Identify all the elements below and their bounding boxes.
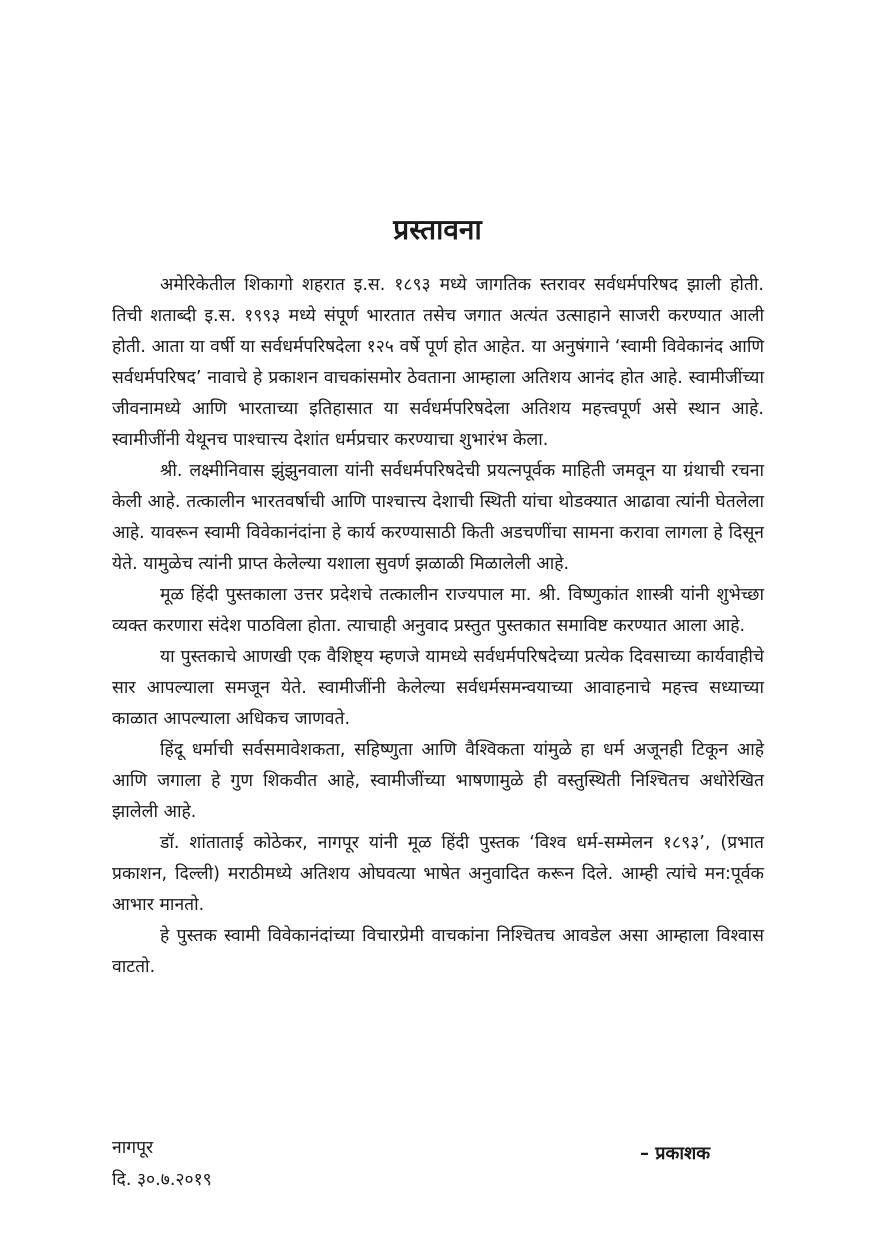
preface-body <box>112 270 764 983</box>
paragraph-6: डॉ. शांताताई कोठेकर, नागपूर यांनी मूळ हिंदी पुस्तक ‘विश्व धर्म-सम्मेलन १८९३’, (प्रभात प्रकाशन, दिल्ली) मराठीमध्ये अतिशय ओघवत्या भाषेत अनुवादित करून दिले. आम्ही त्यांचे मन:पूर्वक आभार मानतो. <box>112 833 764 915</box>
paragraph-4: या पुस्तकाचे आणखी एक वैशिष्ट्य म्हणजे यामध्ये सर्वधर्मपरिषदेच्या प्रत्येक दिवसाच्या कार्यवाहीचे सार आपल्याला समजून येते. स्वामीजींनी केलेल्या सर्वधर्मसमन्वयाच्या आवाहनाचे महत्त्व सध्याच्या काळात आपल्याला अधिकच जाणवते. <box>112 647 764 729</box>
paragraph-2: श्री. लक्ष्मीनिवास झुंझुनवाला यांनी सर्वधर्मपरिषदेची प्रयत्नपूर्वक माहिती जमवून या ग्रंथाची रचना केली आहे. तत्कालीन भारतवर्षाची आणि पाश्चात्त्य देशाची स्थिती यांचा थोडक्यात आढावा त्यांनी घेतलेला आहे. यावरून स्वामी विवेकानंदांना हे कार्य करण्यासाठी किती अडचणींचा सामना करावा लागला हे दिसून येते. यामुळेच त्यांनी प्राप्त केलेल्या यशाला सुवर्ण झळाळी मिळालेली आहे. <box>112 461 764 574</box>
date-text: दि. ३०.७.२०१९ <box>112 1170 212 1190</box>
page-title: प्रस्तावना <box>393 213 482 246</box>
paragraph-3: मूळ हिंदी पुस्तकाला उत्तर प्रदेशचे तत्कालीन राज्यपाल मा. श्री. विष्णुकांत शास्त्री यांनी शुभेच्छा व्यक्त करणारा संदेश पाठविला होता. त्याचाही अनुवाद प्रस्तुत पुस्तकात समाविष्ट करण्यात आला आहे. <box>112 585 764 636</box>
paragraph-7: हे पुस्तक स्वामी विवेकानंदांच्या विचारप्रेमी वाचकांना निश्चितच आवडेल असा आम्हाला विश्वास वाटतो. <box>112 926 764 977</box>
paragraph-5: हिंदू धर्माची सर्वसमावेशकता, सहिष्णुता आणि वैश्विकता यांमुळे हा धर्म अजूनही टिकून आहे आणि जगाला हे गुण शिकवीत आहे, स्वामीजींच्या भाषणामुळे ही वस्तुस्थिती निश्चितच अधोरेखित झालेली आहे. <box>112 740 764 822</box>
place-date-block <box>112 1132 212 1196</box>
place-text: नागपूर <box>112 1138 154 1158</box>
paragraph-1: अमेरिकेतील शिकागो शहरात इ.स. १८९३ मध्ये जागतिक स्तरावर सर्वधर्मपरिषद झाली होती. तिची शताब्दी इ.स. १९९३ मध्ये संपूर्ण भारतात तसेच जगात अत्यंत उत्साहाने साजरी करण्यात आली होती. आता या वर्षी या सर्वधर्मपरिषदेला १२५ वर्षे पूर्ण होत आहेत. या अनुषंगाने ‘स्वामी विवेकानंद आणि सर्वधर्मपरिषद’ नावाचे हे प्रकाशन वाचकांसमोर ठेवताना आम्हाला अतिशय आनंद होत आहे. स्वामीजींच्या जीवनामध्ये आणि भारताच्या इतिहासात या सर्वधर्मपरिषदेला अतिशय महत्त्वपूर्ण असे स्थान आहे. स्वामीजींनी येथूनच पाश्चात्त्य देशांत धर्मप्रचार करण्याचा शुभारंभ केला. <box>112 275 764 450</box>
publisher-signature: – प्रकाशक <box>640 1143 711 1164</box>
